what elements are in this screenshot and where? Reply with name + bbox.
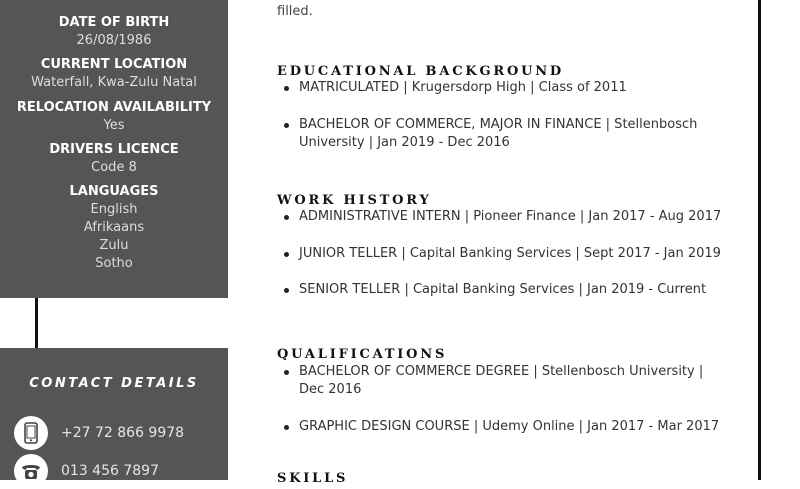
language-item: Afrikaans [83,220,145,235]
profile-sidebar [0,0,228,298]
list-item [284,116,729,152]
telephone-icon [14,454,48,488]
list-item [284,281,729,299]
bullet-icon [284,370,289,375]
list-item-text: BACHELOR OF COMMERCE, MAJOR IN FINANCE | Stellenbosch University | Jan 2019 - Dec 2016 [299,117,698,150]
list-item [284,208,729,226]
relocation-label: RELOCATION AVAILABILITY [16,100,212,115]
list-item [284,363,729,399]
list-item [284,418,729,436]
contact-sidebar [0,348,228,480]
list-item [284,79,729,97]
list-item-text: MATRICULATED | Krugersdorp High | Class of 2011 [299,80,627,95]
relocation-block [0,99,228,135]
location-block [0,56,228,92]
contact-phone-row [14,415,184,451]
list-item-text: GRAPHIC DESIGN COURSE | Udemy Online | Jan 2017 - Mar 2017 [299,419,720,434]
languages-label: LANGUAGES [69,184,159,199]
page-border-line [758,0,761,480]
licence-value: Code 8 [91,160,137,175]
dob-value: 26/08/1986 [76,33,152,48]
section-title-skills: SKILLS [277,471,349,486]
list-item-text: JUNIOR TELLER | Capital Banking Services | Sept 2017 - Jan 2019 [299,246,721,261]
location-label: CURRENT LOCATION [40,57,188,72]
relocation-value: Yes [103,118,125,133]
bullet-icon [284,215,289,220]
contact-landline-row [14,453,159,489]
licence-label: DRIVERS LICENCE [49,142,179,157]
mobile-phone-icon [14,416,48,450]
list-item-text: ADMINISTRATIVE INTERN | Pioneer Finance | Jan 2017 - Aug 2017 [299,209,722,224]
contact-phone-text: +27 72 866 9978 [61,425,185,441]
contact-title: CONTACT DETAILS [29,376,199,391]
language-item: Sotho [95,256,133,271]
bullet-icon [284,252,289,257]
list-item [284,245,729,263]
timeline-divider [35,298,38,348]
languages-block [0,183,228,273]
bullet-icon [284,425,289,430]
bullet-icon [284,288,289,293]
dob-block [0,14,228,50]
language-item: English [90,202,138,217]
list-item-text: SENIOR TELLER | Capital Banking Services | Jan 2019 - Current [299,282,707,297]
location-value: Waterfall, Kwa-Zulu Natal [31,75,197,90]
licence-block [0,141,228,177]
dob-label: DATE OF BIRTH [58,15,170,30]
section-title-work-history: WORK HISTORY [277,193,432,208]
contact-landline-text: 013 456 7897 [61,463,159,479]
list-item-text: BACHELOR OF COMMERCE DEGREE | Stellenbosch University | Dec 2016 [299,364,704,397]
language-item: Zulu [99,238,129,253]
profile-summary-tail: filled. [277,4,313,19]
bullet-icon [284,86,289,91]
bullet-icon [284,123,289,128]
section-title-education: EDUCATIONAL BACKGROUND [277,64,564,79]
section-title-qualifications: QUALIFICATIONS [277,347,448,362]
